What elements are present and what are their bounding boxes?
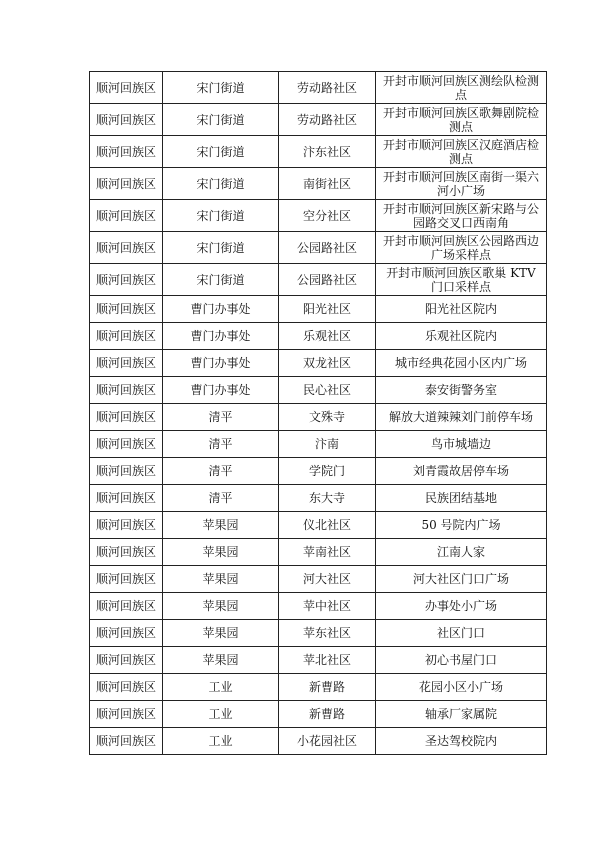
street-cell: 工业 <box>163 674 279 701</box>
table-row <box>90 404 547 431</box>
table-row <box>90 701 547 728</box>
district-cell: 顺河回族区 <box>90 512 163 539</box>
location-cell: 鸟市城墙边 <box>376 431 547 458</box>
location-cell: 刘青霞故居停车场 <box>376 458 547 485</box>
table-row <box>90 512 547 539</box>
street-cell: 清平 <box>163 458 279 485</box>
district-cell: 顺河回族区 <box>90 168 163 200</box>
location-cell: 河大社区门口广场 <box>376 566 547 593</box>
table-row <box>90 232 547 264</box>
sampling-sites-table-container <box>89 71 546 755</box>
district-cell: 顺河回族区 <box>90 431 163 458</box>
district-cell: 顺河回族区 <box>90 404 163 431</box>
location-cell: 社区门口 <box>376 620 547 647</box>
table-row <box>90 566 547 593</box>
street-cell: 宋门街道 <box>163 232 279 264</box>
community-cell: 苹南社区 <box>279 539 376 566</box>
community-cell: 东大寺 <box>279 485 376 512</box>
table-row <box>90 431 547 458</box>
community-cell: 新曹路 <box>279 701 376 728</box>
location-cell: 开封市顺河回族区公园路西边广场采样点 <box>376 232 547 264</box>
location-cell: 开封市顺河回族区南街一渠六河小广场 <box>376 168 547 200</box>
community-cell: 空分社区 <box>279 200 376 232</box>
table-row <box>90 296 547 323</box>
community-cell: 苹东社区 <box>279 620 376 647</box>
community-cell: 小花园社区 <box>279 728 376 755</box>
district-cell: 顺河回族区 <box>90 296 163 323</box>
district-cell: 顺河回族区 <box>90 377 163 404</box>
table-row <box>90 377 547 404</box>
street-cell: 宋门街道 <box>163 168 279 200</box>
location-cell: 圣达驾校院内 <box>376 728 547 755</box>
district-cell: 顺河回族区 <box>90 701 163 728</box>
location-cell: 乐观社区院内 <box>376 323 547 350</box>
district-cell: 顺河回族区 <box>90 350 163 377</box>
location-cell: 解放大道辣辣刘门前停车场 <box>376 404 547 431</box>
table-row <box>90 72 547 104</box>
district-cell: 顺河回族区 <box>90 104 163 136</box>
location-cell: 开封市顺河回族区歌舞剧院检测点 <box>376 104 547 136</box>
location-cell: 轴承厂家属院 <box>376 701 547 728</box>
district-cell: 顺河回族区 <box>90 674 163 701</box>
street-cell: 工业 <box>163 728 279 755</box>
district-cell: 顺河回族区 <box>90 485 163 512</box>
street-cell: 曹门办事处 <box>163 350 279 377</box>
community-cell: 南街社区 <box>279 168 376 200</box>
location-cell: 阳光社区院内 <box>376 296 547 323</box>
district-cell: 顺河回族区 <box>90 458 163 485</box>
community-cell: 汴东社区 <box>279 136 376 168</box>
location-cell: 开封市顺河回族区汉庭酒店检测点 <box>376 136 547 168</box>
community-cell: 仪北社区 <box>279 512 376 539</box>
location-cell: 初心书屋门口 <box>376 647 547 674</box>
district-cell: 顺河回族区 <box>90 728 163 755</box>
street-cell: 苹果园 <box>163 593 279 620</box>
community-cell: 苹北社区 <box>279 647 376 674</box>
location-cell: 江南人家 <box>376 539 547 566</box>
location-cell: 开封市顺河回族区歌巢 KTV 门口采样点 <box>376 264 547 296</box>
community-cell: 阳光社区 <box>279 296 376 323</box>
street-cell: 宋门街道 <box>163 200 279 232</box>
district-cell: 顺河回族区 <box>90 72 163 104</box>
location-cell: 办事处小广场 <box>376 593 547 620</box>
location-cell: 开封市顺河回族区新宋路与公园路交叉口西南角 <box>376 200 547 232</box>
table-row <box>90 539 547 566</box>
street-cell: 苹果园 <box>163 566 279 593</box>
table-row <box>90 728 547 755</box>
location-cell: 泰安街警务室 <box>376 377 547 404</box>
table-row <box>90 485 547 512</box>
sampling-sites-table <box>89 71 547 755</box>
street-cell: 清平 <box>163 431 279 458</box>
street-cell: 曹门办事处 <box>163 323 279 350</box>
district-cell: 顺河回族区 <box>90 323 163 350</box>
location-cell: 城市经典花园小区内广场 <box>376 350 547 377</box>
street-cell: 苹果园 <box>163 512 279 539</box>
location-cell: 花园小区小广场 <box>376 674 547 701</box>
district-cell: 顺河回族区 <box>90 136 163 168</box>
table-row <box>90 168 547 200</box>
table-body <box>90 72 547 755</box>
community-cell: 乐观社区 <box>279 323 376 350</box>
table-row <box>90 136 547 168</box>
street-cell: 苹果园 <box>163 647 279 674</box>
table-row <box>90 323 547 350</box>
street-cell: 清平 <box>163 404 279 431</box>
table-row <box>90 620 547 647</box>
street-cell: 清平 <box>163 485 279 512</box>
table-row <box>90 458 547 485</box>
district-cell: 顺河回族区 <box>90 200 163 232</box>
table-row <box>90 647 547 674</box>
district-cell: 顺河回族区 <box>90 647 163 674</box>
district-cell: 顺河回族区 <box>90 232 163 264</box>
community-cell: 汴南 <box>279 431 376 458</box>
table-row <box>90 104 547 136</box>
community-cell: 新曹路 <box>279 674 376 701</box>
street-cell: 工业 <box>163 701 279 728</box>
district-cell: 顺河回族区 <box>90 620 163 647</box>
table-row <box>90 200 547 232</box>
location-cell: 开封市顺河回族区测绘队检测点 <box>376 72 547 104</box>
location-cell: 民族团结基地 <box>376 485 547 512</box>
district-cell: 顺河回族区 <box>90 566 163 593</box>
community-cell: 民心社区 <box>279 377 376 404</box>
street-cell: 苹果园 <box>163 620 279 647</box>
table-row <box>90 264 547 296</box>
street-cell: 苹果园 <box>163 539 279 566</box>
community-cell: 河大社区 <box>279 566 376 593</box>
district-cell: 顺河回族区 <box>90 593 163 620</box>
street-cell: 曹门办事处 <box>163 296 279 323</box>
table-row <box>90 674 547 701</box>
community-cell: 学院门 <box>279 458 376 485</box>
street-cell: 曹门办事处 <box>163 377 279 404</box>
community-cell: 公园路社区 <box>279 264 376 296</box>
community-cell: 公园路社区 <box>279 232 376 264</box>
street-cell: 宋门街道 <box>163 264 279 296</box>
community-cell: 劳动路社区 <box>279 72 376 104</box>
street-cell: 宋门街道 <box>163 104 279 136</box>
street-cell: 宋门街道 <box>163 72 279 104</box>
district-cell: 顺河回族区 <box>90 264 163 296</box>
community-cell: 文殊寺 <box>279 404 376 431</box>
table-row <box>90 350 547 377</box>
table-row <box>90 593 547 620</box>
community-cell: 劳动路社区 <box>279 104 376 136</box>
community-cell: 双龙社区 <box>279 350 376 377</box>
street-cell: 宋门街道 <box>163 136 279 168</box>
district-cell: 顺河回族区 <box>90 539 163 566</box>
community-cell: 苹中社区 <box>279 593 376 620</box>
location-cell: 50 号院内广场 <box>376 512 547 539</box>
